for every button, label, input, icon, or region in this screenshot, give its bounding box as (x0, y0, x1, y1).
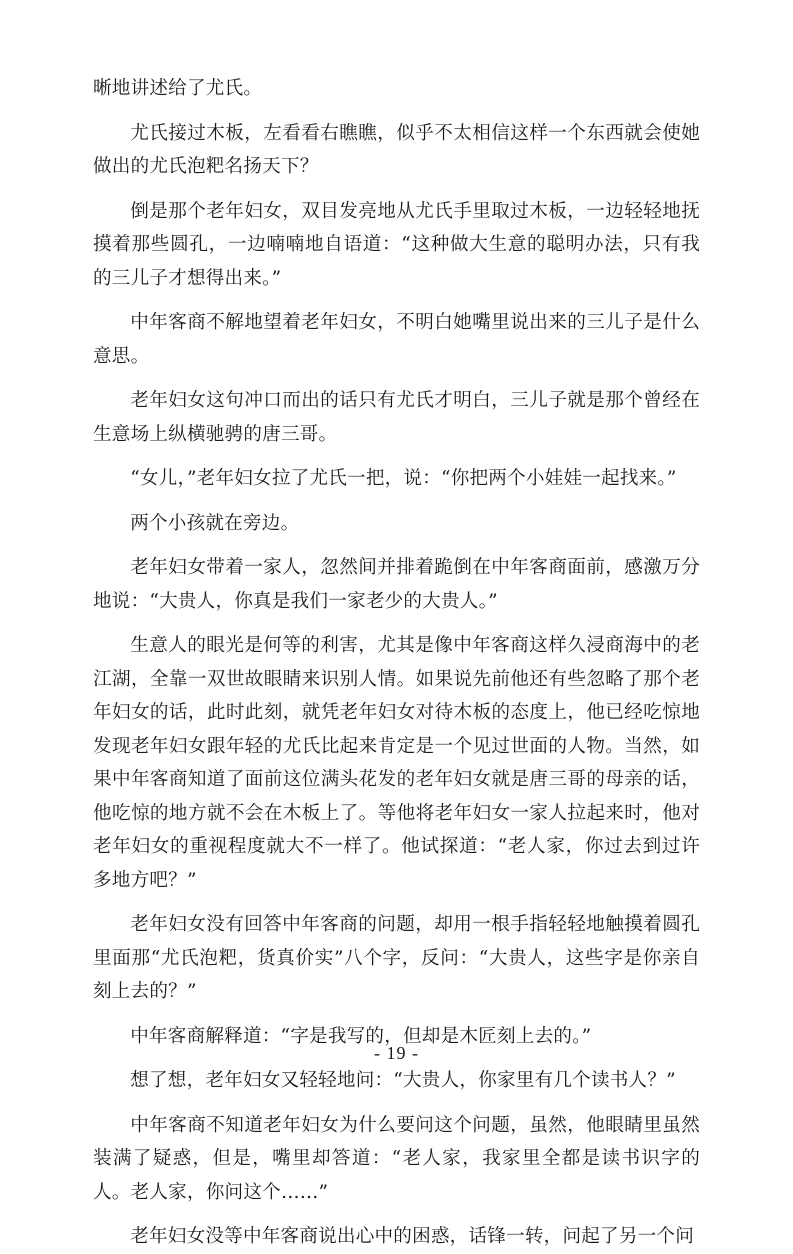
paragraph: 中年客商解释道：“字是我写的，但却是木匠刻上去的。” (130, 1025, 592, 1047)
paragraph: 生意人的眼光是何等的利害，尤其是像中年客商这样久浸商海中的老江湖，全靠一双世故眼睛来识别人情。如果说先前他还有些忽略了那个老年妇女的话，此时此刻，就凭老年妇女对待木板的态度上，他已经吃惊地发现老年妇女跟年轻的尤氏比起来肯定是一个见过世面的人物。当然，如果中年客商知道了面前这位满头花发的老年妇女就是唐三哥的母亲的话，他吃惊的地方就不会在木板上了。等他将老年妇女一家人拉起来时，他对老年妇女的重视程度就大不一样了。他试探道：“老人家，你过去到过许多地方吧？” (93, 635, 700, 891)
paragraph: 晰地讲述给了尤氏。 (93, 78, 263, 99)
paragraph: 想了想，老年妇女又轻轻地问：“大贵人，你家里有几个读书人？” (130, 1070, 676, 1091)
paragraph: 倒是那个老年妇女，双目发亮地从尤氏手里取过木板，一边轻轻地抚摸着那些圆孔，一边喃喃地自语道：“这种做大生意的聪明办法，只有我的三儿子才想得出来。” (93, 200, 700, 289)
paragraph: 中年客商不知道老年妇女为什么要问这个问题，虽然，他眼睛里虽然装满了疑惑，但是，嘴里却答道：“老人家，我家里全都是读书识字的人。老人家，你问这个……” (93, 1114, 700, 1203)
paragraph: 老年妇女这句冲口而出的话只有尤氏才明白，三儿子就是那个曾经在生意场上纵横驰骋的唐三哥。 (93, 390, 700, 445)
paragraph: 老年妇女带着一家人，忽然间并排着跪倒在中年客商面前，感激万分地说：“大贵人，你真是我们一家老少的大贵人。” (93, 557, 700, 612)
paragraph: 两个小孩就在旁边。 (130, 512, 300, 534)
paragraph: 老年妇女没有回答中年客商的问题，却用一根手指轻轻地触摸着圆孔里面那“尤氏泡粑，货真价实”八个字，反问：“大贵人，这些字是你亲自刻上去的？” (93, 914, 700, 1002)
body-text (93, 72, 700, 1254)
paragraph: 中年客商不解地望着老年妇女，不明白她嘴里说出来的三儿子是什么意思。 (93, 312, 700, 367)
paragraph: 尤氏接过木板，左看看右瞧瞧，似乎不太相信这样一个东西就会使她做出的尤氏泡粑名扬天下？ (93, 122, 700, 177)
paragraph: 老年妇女没等中年客商说出心中的困惑，话锋一转，问起了另一个问 (130, 1226, 695, 1247)
paragraph: “女儿，”老年妇女拉了尤氏一把，说：“你把两个小娃娃一起找来。” (130, 468, 677, 489)
page-number: - 19 - (374, 1043, 419, 1063)
